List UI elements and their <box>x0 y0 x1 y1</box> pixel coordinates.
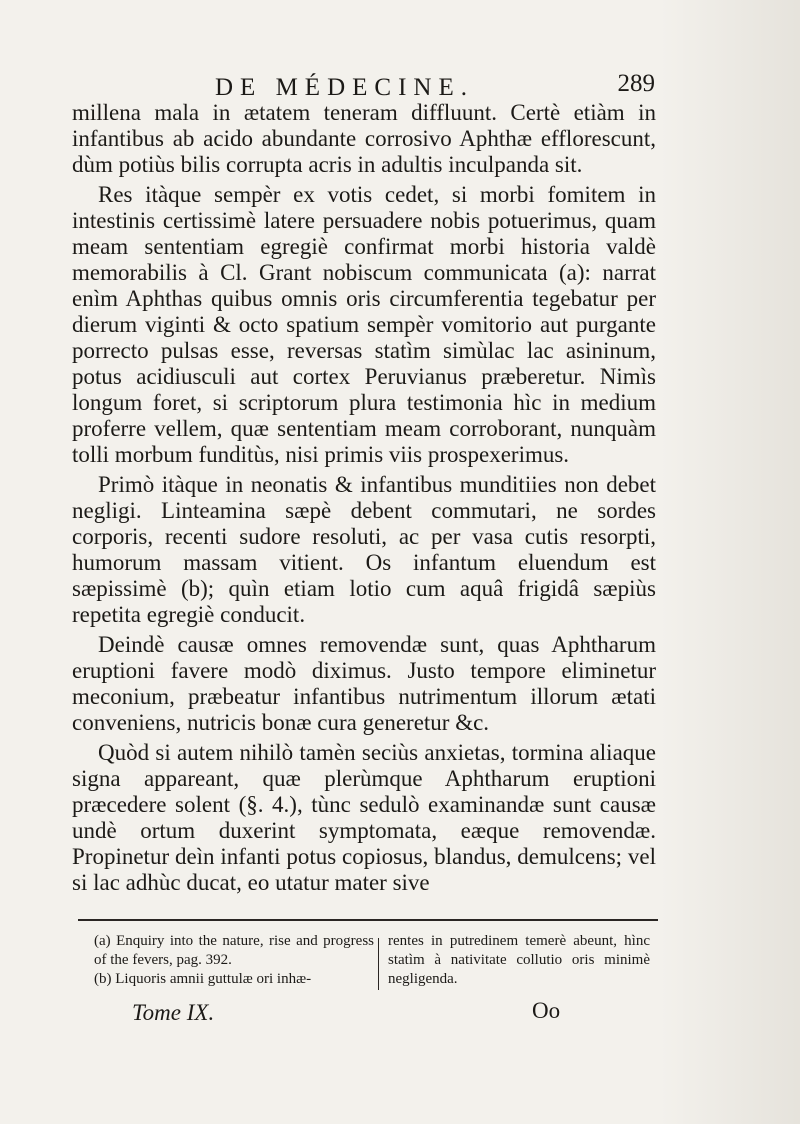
page-edge-shadow <box>660 0 800 1124</box>
footnote-b: (b) Liquoris amnii guttulæ ori inhæ- <box>94 971 312 987</box>
page-number: 289 <box>617 70 655 97</box>
footnote-a: (a) Enquiry into the nature, rise and progress of the fevers, pag. 392. <box>94 933 374 968</box>
running-title: DE MÉDECINE. <box>215 74 474 101</box>
paragraph: Quòd si autem nihilò tamèn seciùs anxietas, tormina aliaque signa appareant, quæ plerùmque Aphtharum eruptioni præcedere solent (§. 4.), tùnc sedulò examinandæ sunt causæ undè ortum duxerint symptomata, eæque removendæ. Propinetur deìn infanti potus copiosus, blandus, demulcens; vel si lac adhùc ducat, eo utatur mater sive <box>72 740 656 895</box>
signature-mark: Tome IX. <box>132 1000 215 1025</box>
paragraph: Res itàque sempèr ex votis cedet, si morbi fomitem in intestinis certissimè latere persuadere nobis potuerimus, quam meam sententiam egregiè confirmat morbi historia valdè memorabilis à Cl. Grant nobiscum communicata (a): narrat enìm Aphthas quibus omnis oris circumferentia tegebatur per dierum viginti & octo spatium sempèr vomitorio aut purgante porrecto pulsas esse, reversas statìm simùlac lac asininum, potus acidiusculi aut cortex Peruvianus præberetur. Nimìs longum foret, si scriptorum plura testimonia hìc in medium proferre vellem, quæ sententiam meam corroborant, nunquàm tolli morbum funditùs, nisi primis viis prospexerimus. <box>72 182 656 467</box>
footnote-b-continued: rentes in putredinem temerè abeunt, hìnc statìm à nativitate collutio oris minimè negligenda. <box>388 933 650 987</box>
paragraph: Deindè causæ omnes removendæ sunt, quas Aphtharum eruptioni favere modò diximus. Justo tempore eliminetur meconium, præbeatur infantibus nutrimentum illorum ætati conveniens, nutricis bonæ cura generetur &c. <box>72 632 656 735</box>
main-text <box>72 100 656 900</box>
paragraph: Primò itàque in neonatis & infantibus munditiies non debet negligi. Linteamina sæpè debent commutari, ne sordes corporis, recenti sudore resoluti, ac per vasa cutis resorpti, humorum massam vitient. Os infantum eluendum est sæpissimè (b); quìn etiam lotio cum aquâ frigidâ sæpiùs repetita egregiè conducit. <box>72 472 656 627</box>
footnote-column-divider <box>378 938 379 990</box>
footnotes-left-column <box>94 932 374 989</box>
footnote-rule <box>78 919 658 921</box>
paragraph: millena mala in ætatem teneram diffluunt. Certè etiàm in infantibus ab acido abundante corrosivo Aphthæ efflorescunt, dùm potiùs bilis corrupta acris in adultis inculpanda sit. <box>72 100 656 177</box>
footnotes-right-column <box>388 932 650 989</box>
catchword: Oo <box>532 998 561 1023</box>
